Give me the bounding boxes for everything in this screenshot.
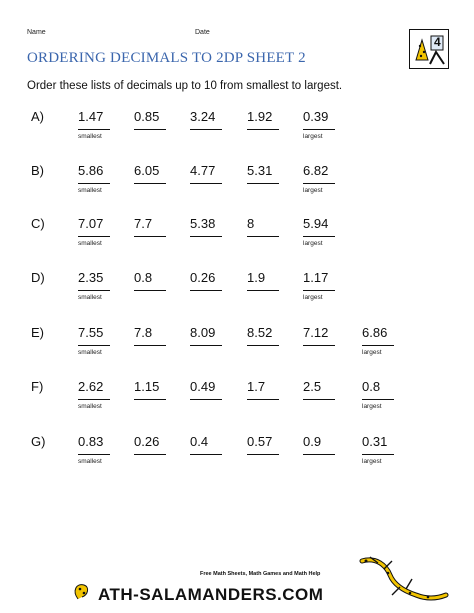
- answer-blank[interactable]: [362, 398, 394, 400]
- decimal-value: 6.05: [134, 163, 160, 178]
- answer-blank[interactable]: [362, 344, 394, 346]
- decimal-value: 3.24: [190, 109, 216, 124]
- answer-blank[interactable]: [78, 344, 110, 346]
- answer-blank[interactable]: [190, 128, 222, 130]
- decimal-value: 1.15: [134, 379, 160, 394]
- answer-blank[interactable]: [247, 235, 279, 237]
- decimal-value: 6.82: [303, 163, 329, 178]
- row-label: D): [31, 270, 45, 285]
- grade-logo: [409, 29, 449, 69]
- decimal-value: 1.17: [303, 270, 329, 285]
- decimal-value: 0.83: [78, 434, 104, 449]
- answer-blank[interactable]: [190, 344, 222, 346]
- decimal-value: 5.94: [303, 216, 329, 231]
- smallest-caption: smallest: [78, 240, 102, 247]
- decimal-value: 0.57: [247, 434, 273, 449]
- answer-blank[interactable]: [134, 398, 166, 400]
- decimal-value: 0.31: [362, 434, 388, 449]
- answer-blank[interactable]: [190, 453, 222, 455]
- smallest-caption: smallest: [78, 133, 102, 140]
- row-label: E): [31, 325, 44, 340]
- question-row-d: [0, 270, 474, 326]
- question-row-f: [0, 379, 474, 435]
- decimal-value: 0.9: [303, 434, 322, 449]
- question-row-a: [0, 109, 474, 165]
- answer-blank[interactable]: [303, 344, 335, 346]
- smallest-caption: smallest: [78, 403, 102, 410]
- largest-caption: largest: [362, 458, 382, 465]
- row-label: C): [31, 216, 45, 231]
- question-row-g: [0, 434, 474, 490]
- answer-blank[interactable]: [134, 453, 166, 455]
- date-label: Date: [195, 29, 210, 36]
- decimal-value: 1.47: [78, 109, 104, 124]
- question-row-e: [0, 325, 474, 381]
- largest-caption: largest: [362, 403, 382, 410]
- decimal-value: 5.86: [78, 163, 104, 178]
- decimal-value: 5.31: [247, 163, 273, 178]
- question-row-c: [0, 216, 474, 272]
- decimal-value: 0.8: [134, 270, 153, 285]
- answer-blank[interactable]: [78, 289, 110, 291]
- answer-blank[interactable]: [78, 398, 110, 400]
- decimal-value: 8.52: [247, 325, 273, 340]
- decimal-value: 0.8: [362, 379, 381, 394]
- smallest-caption: smallest: [78, 458, 102, 465]
- decimal-value: 0.85: [134, 109, 160, 124]
- answer-blank[interactable]: [190, 398, 222, 400]
- decimal-value: 0.26: [134, 434, 160, 449]
- decimal-value: 4.77: [190, 163, 216, 178]
- row-label: B): [31, 163, 44, 178]
- page-title: ORDERING DECIMALS TO 2DP SHEET 2: [27, 50, 306, 66]
- smallest-caption: smallest: [78, 294, 102, 301]
- decimal-value: 7.07: [78, 216, 104, 231]
- answer-blank[interactable]: [190, 182, 222, 184]
- decimal-value: 7.12: [303, 325, 329, 340]
- answer-blank[interactable]: [303, 235, 335, 237]
- largest-caption: largest: [303, 133, 323, 140]
- decimal-value: 1.7: [247, 379, 266, 394]
- answer-blank[interactable]: [247, 453, 279, 455]
- decimal-value: 8: [247, 216, 255, 231]
- answer-blank[interactable]: [134, 289, 166, 291]
- decimal-value: 2.35: [78, 270, 104, 285]
- decimal-value: 7.55: [78, 325, 104, 340]
- row-label: G): [31, 434, 46, 449]
- decimal-value: 6.86: [362, 325, 388, 340]
- decimal-value: 0.26: [190, 270, 216, 285]
- answer-blank[interactable]: [303, 398, 335, 400]
- largest-caption: largest: [362, 349, 382, 356]
- decimal-value: 2.5: [303, 379, 322, 394]
- answer-blank[interactable]: [303, 453, 335, 455]
- instructions: Order these lists of decimals up to 10 from smallest to largest.: [27, 80, 343, 92]
- largest-caption: largest: [303, 294, 323, 301]
- answer-blank[interactable]: [362, 453, 394, 455]
- decimal-value: 2.62: [78, 379, 104, 394]
- answer-blank[interactable]: [78, 182, 110, 184]
- answer-blank[interactable]: [247, 128, 279, 130]
- answer-blank[interactable]: [247, 398, 279, 400]
- decimal-value: 8.09: [190, 325, 216, 340]
- row-label: F): [31, 379, 44, 394]
- answer-blank[interactable]: [190, 289, 222, 291]
- salamander-badge-icon: [410, 30, 448, 68]
- answer-blank[interactable]: [78, 453, 110, 455]
- row-label: A): [31, 109, 44, 124]
- answer-blank[interactable]: [78, 235, 110, 237]
- question-row-b: [0, 163, 474, 219]
- footer-site-name[interactable]: ATH-SALAMANDERS.COM: [98, 585, 324, 604]
- decimal-value: 7.7: [134, 216, 153, 231]
- decimal-value: 1.92: [247, 109, 273, 124]
- answer-blank[interactable]: [303, 182, 335, 184]
- answer-blank[interactable]: [134, 235, 166, 237]
- smallest-caption: smallest: [78, 187, 102, 194]
- grade-number: 4: [434, 35, 441, 49]
- decimal-value: 0.4: [190, 434, 209, 449]
- answer-blank[interactable]: [134, 344, 166, 346]
- answer-blank[interactable]: [247, 344, 279, 346]
- footer-tagline: Free Math Sheets, Math Games and Math Help: [200, 571, 321, 577]
- answer-blank[interactable]: [303, 128, 335, 130]
- decimal-value: 0.39: [303, 109, 329, 124]
- decimal-value: 1.9: [247, 270, 266, 285]
- largest-caption: largest: [303, 187, 323, 194]
- answer-blank[interactable]: [190, 235, 222, 237]
- decimal-value: 5.38: [190, 216, 216, 231]
- answer-blank[interactable]: [303, 289, 335, 291]
- answer-blank[interactable]: [247, 289, 279, 291]
- decimal-value: 0.49: [190, 379, 216, 394]
- largest-caption: largest: [303, 240, 323, 247]
- smallest-caption: smallest: [78, 349, 102, 356]
- decimal-value: 7.8: [134, 325, 153, 340]
- name-label: Name: [27, 29, 46, 36]
- answer-blank[interactable]: [247, 182, 279, 184]
- answer-blank[interactable]: [78, 128, 110, 130]
- answer-blank[interactable]: [134, 128, 166, 130]
- footer: [0, 555, 474, 613]
- answer-blank[interactable]: [134, 182, 166, 184]
